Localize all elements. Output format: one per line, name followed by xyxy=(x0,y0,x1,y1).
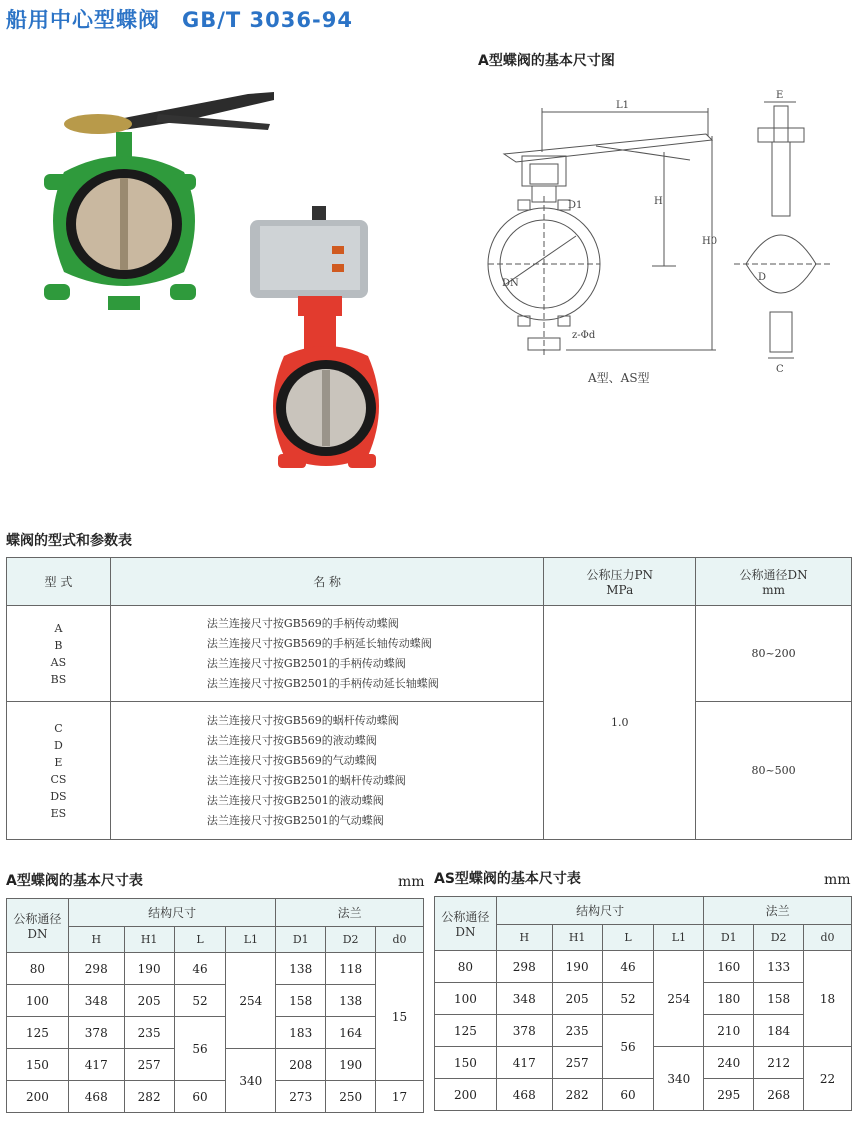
figure-title: A型蝶阀的基本尺寸图 xyxy=(478,53,615,69)
a-header-d1: D1 xyxy=(276,927,326,953)
as-header-l1: L1 xyxy=(654,925,704,951)
as-dimension-table xyxy=(434,896,852,1111)
dimension-drawing xyxy=(476,76,850,386)
title-standard: GB/T 3036-94 xyxy=(182,8,353,32)
a-header-h1: H1 xyxy=(124,927,174,953)
a-header-l: L xyxy=(174,927,226,953)
green-valve-photo xyxy=(38,84,274,322)
table-row: 150 417 257 340 208 190 xyxy=(7,1049,424,1081)
as-header-d0: d0 xyxy=(804,925,852,951)
a-table-unit: mm xyxy=(398,874,425,890)
as-header-struct: 结构尺寸 xyxy=(496,897,703,925)
label-zd: z-Φd xyxy=(572,330,596,341)
as-header-d1: D1 xyxy=(704,925,754,951)
as-table-unit: mm xyxy=(824,872,851,888)
label-d1: D1 xyxy=(568,200,583,211)
label-l1: L1 xyxy=(616,100,630,111)
as-header-dn: 公称通径 DN xyxy=(435,897,497,951)
as-table-heading: AS型蝶阀的基本尺寸表 xyxy=(434,871,581,887)
table-row: 80 298 190 46 254 160 133 18 xyxy=(435,951,852,983)
a-table-heading: A型蝶阀的基本尺寸表 xyxy=(6,873,143,889)
table-row: 200 468 282 60 295 268 xyxy=(435,1079,852,1111)
label-h: H xyxy=(654,196,663,207)
param-table-heading: 蝶阀的型式和参数表 xyxy=(6,533,132,549)
label-dn: DN xyxy=(502,278,519,289)
as-header-h1: H1 xyxy=(552,925,602,951)
table-row: 100 348 205 52 158 138 xyxy=(7,985,424,1017)
header-name: 名 称 xyxy=(110,558,544,606)
table-row: 100 348 205 52 180 158 xyxy=(435,983,852,1015)
label-h0: H0 xyxy=(702,236,718,247)
group1-types: A B AS BS xyxy=(7,606,111,702)
group1-dn: 80~200 xyxy=(696,606,852,702)
group1-names: 法兰连接尺寸按GB569的手柄传动蝶阀 法兰连接尺寸按GB569的手柄延长轴传动蝶阀 法兰连接尺寸按GB2501的手柄传动蝶阀 法兰连接尺寸按GB2501的手柄传动延长轴蝶阀 xyxy=(110,606,544,702)
header-type: 型 式 xyxy=(7,558,111,606)
red-valve-photo xyxy=(240,206,402,490)
as-header-flange: 法兰 xyxy=(704,897,852,925)
param-table xyxy=(6,557,852,840)
label-c: C xyxy=(776,364,784,375)
group2-names: 法兰连接尺寸按GB569的蜗杆传动蝶阀 法兰连接尺寸按GB569的液动蝶阀 法兰连接尺寸按GB569的气动蝶阀 法兰连接尺寸按GB2501的蜗杆传动蝶阀 法兰连接尺寸按GB2501的液动蝶阀 法兰连接尺寸按GB2501的气动蝶阀 xyxy=(110,702,544,840)
a-header-flange: 法兰 xyxy=(276,899,424,927)
a-header-h: H xyxy=(68,927,124,953)
a-header-struct: 结构尺寸 xyxy=(68,899,275,927)
table-row: 150 417 257 340 240 212 22 xyxy=(435,1047,852,1079)
a-header-dn: 公称通径 DN xyxy=(7,899,69,953)
title-main: 船用中心型蝶阀 xyxy=(6,8,160,32)
header-diameter: 公称通径DN mm xyxy=(696,558,852,606)
a-dimension-table xyxy=(6,898,424,1113)
a-header-d0: d0 xyxy=(376,927,424,953)
label-e: E xyxy=(776,90,784,101)
page-title xyxy=(6,4,353,34)
table-row: 80 298 190 46 254 138 118 15 xyxy=(7,953,424,985)
a-header-d2: D2 xyxy=(326,927,376,953)
as-header-l: L xyxy=(602,925,654,951)
a-header-l1: L1 xyxy=(226,927,276,953)
table-row: 200 468 282 60 273 250 17 xyxy=(7,1081,424,1113)
pn-value: 1.0 xyxy=(544,606,696,840)
as-header-d2: D2 xyxy=(754,925,804,951)
label-d: D xyxy=(758,272,767,283)
figure-caption: A型、AS型 xyxy=(588,371,650,385)
as-header-h: H xyxy=(496,925,552,951)
group2-dn: 80~500 xyxy=(696,702,852,840)
table-row: 125 378 235 56 183 164 xyxy=(7,1017,424,1049)
table-row: 125 378 235 56 210 184 xyxy=(435,1015,852,1047)
group2-types: C D E CS DS ES xyxy=(7,702,111,840)
header-pressure: 公称压力PN MPa xyxy=(544,558,696,606)
